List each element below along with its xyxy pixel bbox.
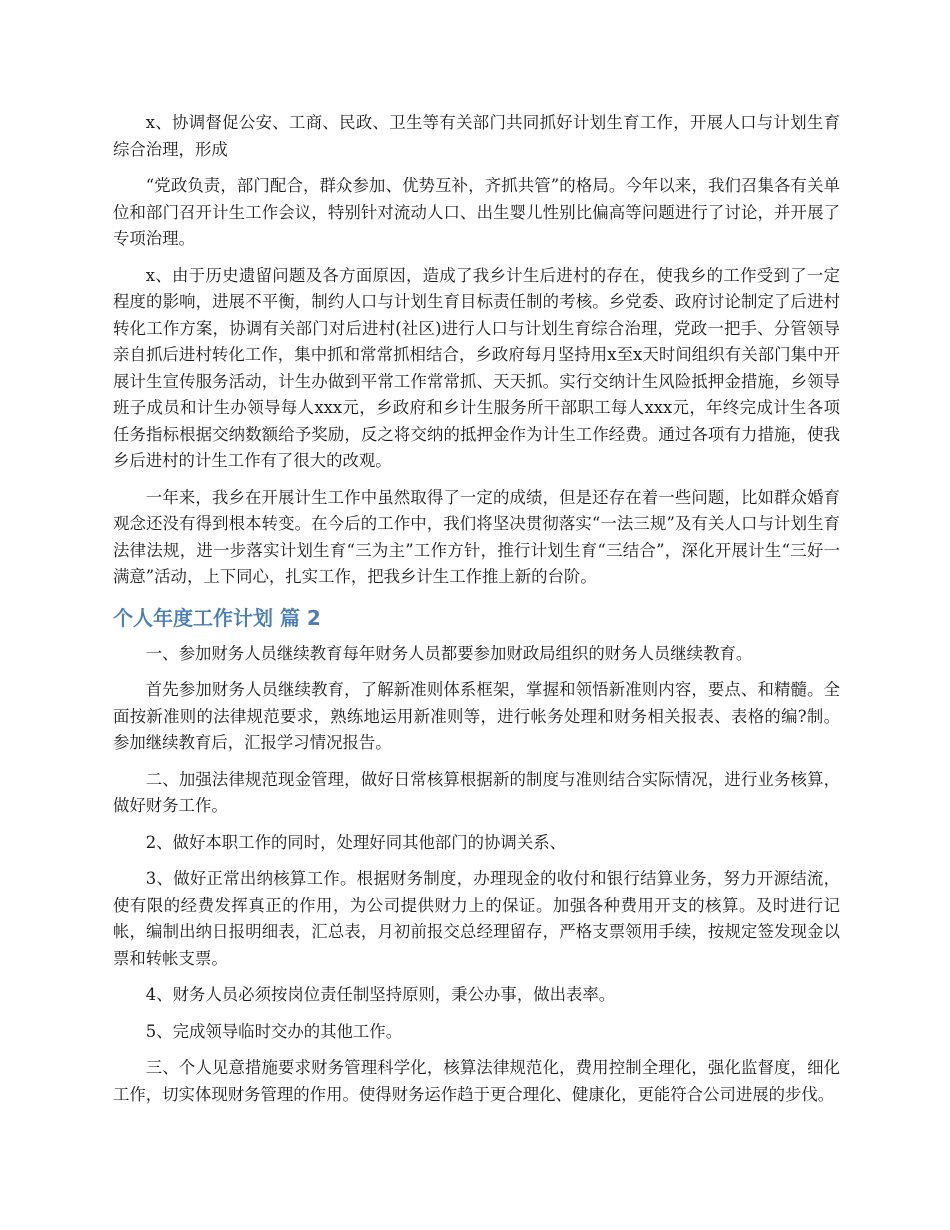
paragraph: 4、财务人员必须按岗位责任制坚持原则，秉公办事，做出表率。: [145, 985, 616, 1004]
paragraph: x、协调督促公安、工商、民政、卫生等有关部门共同抓好计划生育工作，开展人口与计划生育综合治理，形成: [113, 113, 840, 159]
paragraph: 3、做好正常出纳核算工作。根据财务制度，办理现金的收付和银行结算业务，努力开源结流，使有限的经费发挥真正的作用，为公司提供财力上的保证。加强各种费用开支的核算。及时进行记帐，编制出纳日报明细表，汇总表，月初前报交总经理留存，严格支票领用手续，按规定签发现金以票和转帐支票。: [113, 869, 840, 968]
paragraph: x、由于历史遗留问题及各方面原因，造成了我乡计生后进村的存在，使我乡的工作受到了一定程度的影响，进展不平衡，制约人口与计划生育目标责任制的考核。乡党委、政府讨论制定了后进村转化工作方案，协调有关部门对后进村(社区)进行人口与计划生育综合治理，党政一把手、分管领导亲自抓后进村转化工作，集中抓和常常抓相结合，乡政府每月坚持用x至x天时间组织有关部门集中开展计生宣传服务活动，计生办做到平常工作常常抓、天天抓。实行交纳计生风险抵押金措施，乡领导班子成员和计生办领导每人xxx元，乡政府和乡计生服务所干部职工每人xxx元，年终完成计生各项任务指标根据交纳数额给予奖励，反之将交纳的抵押金作为计生工作经费。通过各项有力措施，使我乡后进村的计生工作有了很大的改观。: [113, 265, 840, 470]
paragraph: 三、个人见意措施要求财务管理科学化，核算法律规范化，费用控制全理化，强化监督度，细化工作，切实体现财务管理的作用。使得财务运作趋于更合理化、健康化，更能符合公司进展的步伐。: [113, 1058, 840, 1104]
paragraph: 二、加强法律规范现金管理，做好日常核算根据新的制度与准则结合实际情况，进行业务核算，做好财务工作。: [113, 769, 840, 815]
paragraph: 一年来，我乡在开展计生工作中虽然取得了一定的成绩，但是还存在着一些问题，比如群众婚育观念还没有得到根本转变。在今后的工作中，我们将坚决贯彻落实“一法三规”及有关人口与计划生育法律法规，进一步落实计划生育“三为主”工作方针，推行计划生育“三结合”，深化开展计生“三好一满意”活动，上下同心，扎实工作，把我乡计生工作推上新的台阶。: [113, 487, 840, 586]
paragraph: 一、参加财务人员继续教育每年财务人员都要参加财政局组织的财务人员继续教育。: [145, 643, 753, 663]
paragraph: “党政负责，部门配合，群众参加、优势互补，齐抓共管”的格局。今年以来，我们召集各有关单位和部门召开计生工作会议，特别针对流动人口、出生婴儿性别比偏高等问题进行了讨论，并开展了专项治理。: [113, 176, 840, 248]
paragraph: 2、做好本职工作的同时，处理好同其他部门的协调关系、: [145, 832, 566, 852]
paragraph: 首先参加财务人员继续教育，了解新准则体系框架，掌握和领悟新准则内容，要点、和精髓。全面按新准则的法律规范要求，熟练地运用新准则等，进行帐务处理和财务相关报表、表格的编?制。参加继续教育后，汇报学习情况报告。: [113, 680, 840, 752]
paragraph: 5、完成领导临时交办的其他工作。: [145, 1021, 403, 1041]
section-heading: 个人年度工作计划 篇 2: [113, 605, 321, 630]
document-page: [113, 110, 840, 1118]
